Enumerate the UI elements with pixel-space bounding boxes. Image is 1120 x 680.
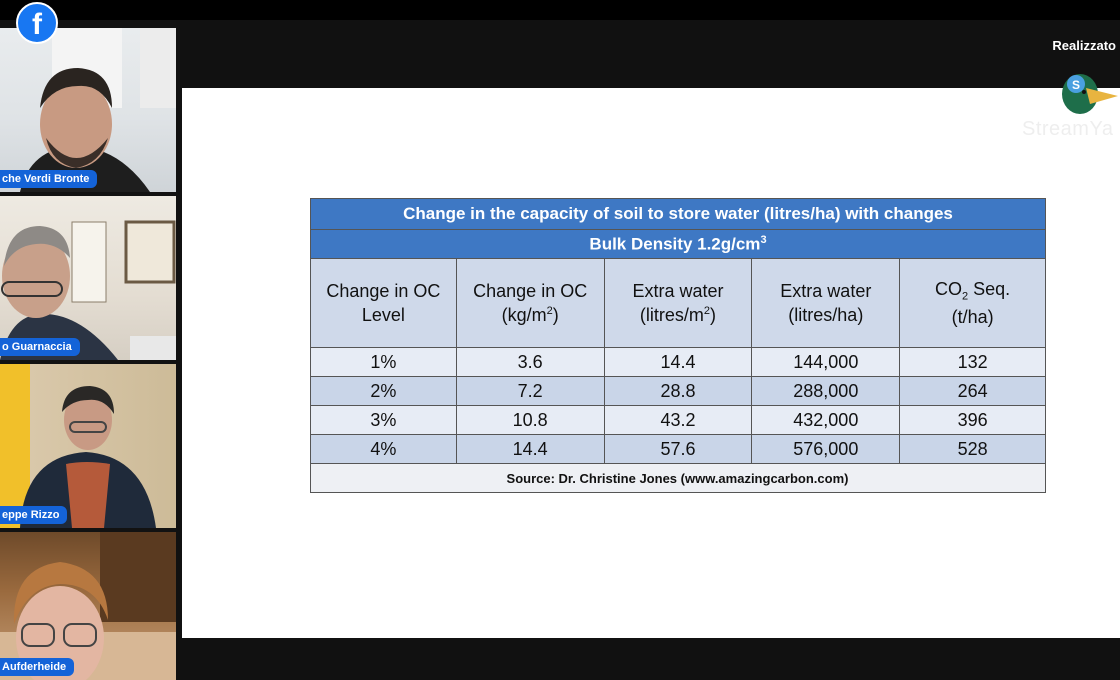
- table-title-row: [311, 199, 1046, 230]
- participant-tile[interactable]: [0, 28, 176, 192]
- table-cell: 144,000: [752, 348, 900, 377]
- streamyard-watermark: StreamYa: [1022, 118, 1114, 140]
- realizzato-label: Realizzato: [1052, 38, 1116, 53]
- participant-video: [0, 28, 176, 192]
- table-cell: 1%: [311, 348, 457, 377]
- table-cell: 3.6: [456, 348, 604, 377]
- participant-tile[interactable]: [0, 196, 176, 360]
- table-cell: 528: [900, 435, 1046, 464]
- participant-video: [0, 364, 176, 528]
- streamyard-duck-icon: [1056, 66, 1120, 118]
- facebook-icon: f: [16, 2, 58, 44]
- table-cell: 14.4: [604, 348, 752, 377]
- table-row: [311, 435, 1046, 464]
- table-row: [311, 348, 1046, 377]
- participant-name: Aufderheide: [0, 658, 74, 676]
- table-cell: 576,000: [752, 435, 900, 464]
- table-row: [311, 406, 1046, 435]
- table-cell: 10.8: [456, 406, 604, 435]
- participant-name: eppe Rizzo: [0, 506, 67, 524]
- column-header: $CO_2$ Seq. (t/ha): [900, 259, 1046, 348]
- participants-panel: [0, 28, 176, 680]
- participant-tile[interactable]: [0, 364, 176, 528]
- participant-name: o Guarnaccia: [0, 338, 80, 356]
- top-bar: [0, 0, 1120, 20]
- table-cell: 132: [900, 348, 1046, 377]
- table-header-row: [311, 259, 1046, 348]
- table-cell: 264: [900, 377, 1046, 406]
- table-subtitle-row: [311, 230, 1046, 259]
- svg-text:S: S: [1072, 78, 1081, 92]
- table-cell: 288,000: [752, 377, 900, 406]
- table-cell: 57.6: [604, 435, 752, 464]
- participant-tile[interactable]: [0, 532, 176, 680]
- table-cell: 396: [900, 406, 1046, 435]
- table-cell: 4%: [311, 435, 457, 464]
- table-cell: 14.4: [456, 435, 604, 464]
- table-cell: 7.2: [456, 377, 604, 406]
- table-title: Change in the capacity of soil to store water (litres/ha) with changes: [311, 199, 1046, 230]
- column-header: Extra water $(litres/m^2)$: [604, 259, 752, 348]
- participant-video: [0, 196, 176, 360]
- table-cell: 432,000: [752, 406, 900, 435]
- table-row: [311, 377, 1046, 406]
- participant-name: che Verdi Bronte: [0, 170, 97, 188]
- table-cell: 3%: [311, 406, 457, 435]
- column-header: Change in OC Level: [311, 259, 457, 348]
- soil-water-table: [310, 198, 1046, 493]
- column-header: Change in OC $(kg/m^2)$: [456, 259, 604, 348]
- table-subtitle: Bulk Density $1.2g/cm^3$: [311, 230, 1046, 259]
- table-cell: 2%: [311, 377, 457, 406]
- table-source-row: [311, 464, 1046, 493]
- source-note: Source: Dr. Christine Jones (www.amazingcarbon.com): [311, 464, 1046, 493]
- table-cell: 43.2: [604, 406, 752, 435]
- table-cell: 28.8: [604, 377, 752, 406]
- column-header: Extra water (litres/ha): [752, 259, 900, 348]
